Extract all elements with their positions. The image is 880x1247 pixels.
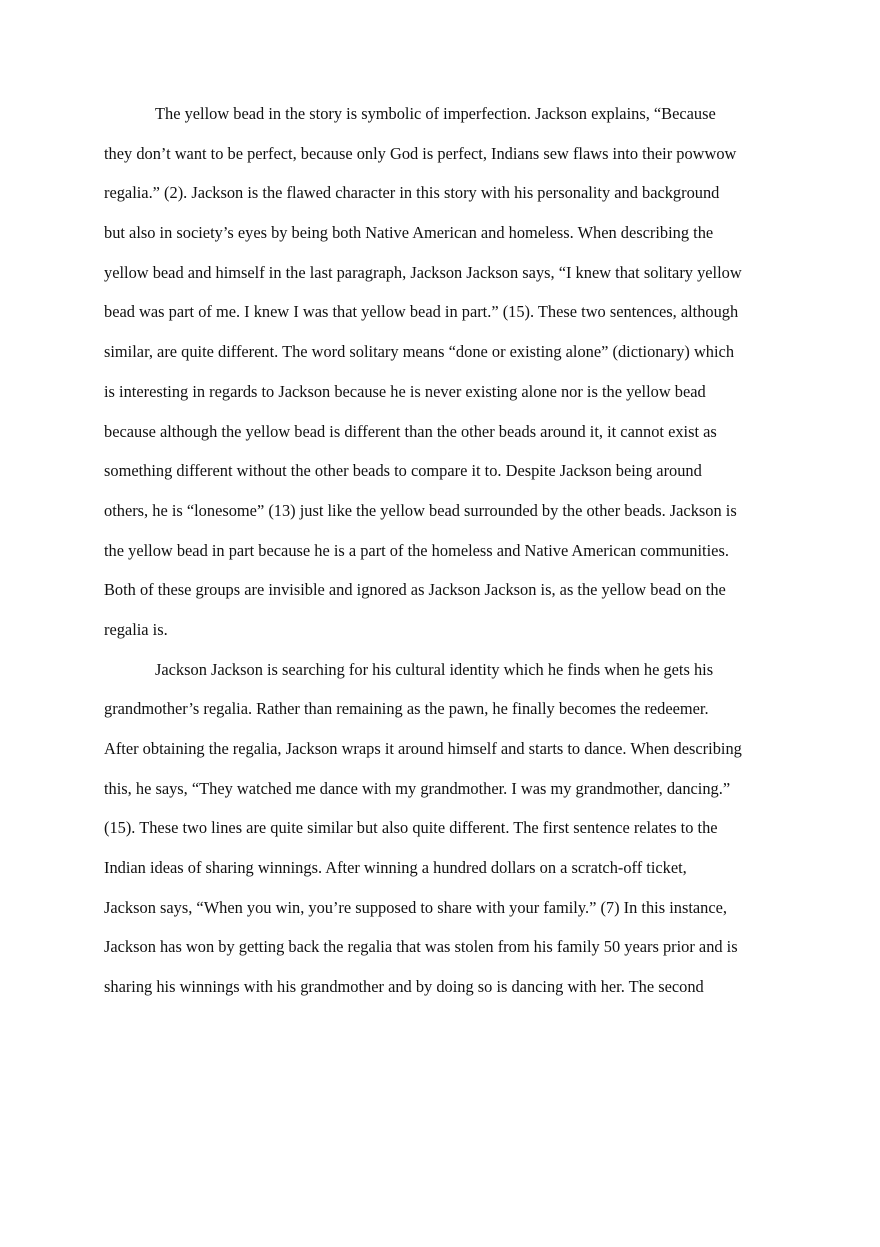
text-line: The yellow bead in the story is symbolic of imperfection. Jackson explains, “Because: [155, 104, 716, 123]
text-line: Both of these groups are invisible and ignored as Jackson Jackson is, as the yellow bead on the: [104, 580, 726, 600]
text-line: After obtaining the regalia, Jackson wraps it around himself and starts to dance. When describing: [104, 739, 742, 758]
text-line: regalia.” (2). Jackson is the flawed character in this story with his personality and background: [104, 183, 720, 203]
text-line: the yellow bead in part because he is a part of the homeless and Native American communities.: [104, 540, 729, 560]
text-line: Jackson Jackson is searching for his cultural identity which he finds when he gets his: [155, 659, 714, 679]
paragraph: [104, 650, 794, 1007]
text-line: but also in society’s eyes by being both Native American and homeless. When describing the: [104, 223, 714, 243]
text-line: is interesting in regards to Jackson because he is never existing alone nor is the yellow bead: [104, 381, 706, 401]
text-line: others, he is “lonesome” (13) just like the yellow bead surrounded by the other beads. Jackson is: [104, 500, 737, 520]
text-line: grandmother’s regalia. Rather than remaining as the pawn, he finally becomes the redeemer.: [104, 699, 709, 719]
text-line: Indian ideas of sharing winnings. After winning a hundred dollars on a scratch-off ticket,: [104, 858, 687, 878]
text-line: regalia is.: [104, 619, 168, 639]
text-line: something different without the other beads to compare it to. Despite Jackson being around: [104, 461, 702, 481]
text-line: they don’t want to be perfect, because only God is perfect, Indians sew flaws into their powwow: [104, 143, 737, 163]
text-line: yellow bead and himself in the last paragraph, Jackson Jackson says, “I knew that solitary yellow: [104, 262, 742, 282]
text-line: Jackson says, “When you win, you’re supposed to share with your family.” (7) In this instance,: [104, 897, 728, 917]
text-line: sharing his winnings with his grandmother and by doing so is dancing with her. The second: [104, 977, 704, 997]
text-line: bead was part of me. I knew I was that yellow bead in part.” (15). These two sentences, although: [104, 302, 739, 322]
document-body: [104, 94, 794, 1007]
text-line: this, he says, “They watched me dance with my grandmother. I was my grandmother, dancing.”: [104, 778, 731, 798]
text-line: because although the yellow bead is different than the other beads around it, it cannot exist as: [104, 421, 717, 441]
text-line: similar, are quite different. The word solitary means “done or existing alone” (dictionary) which: [104, 342, 735, 362]
text-line: (15). These two lines are quite similar but also quite different. The first sentence relates to the: [104, 818, 718, 838]
paragraph: [104, 94, 794, 650]
text-line: Jackson has won by getting back the regalia that was stolen from his family 50 years prior and is: [104, 937, 738, 957]
